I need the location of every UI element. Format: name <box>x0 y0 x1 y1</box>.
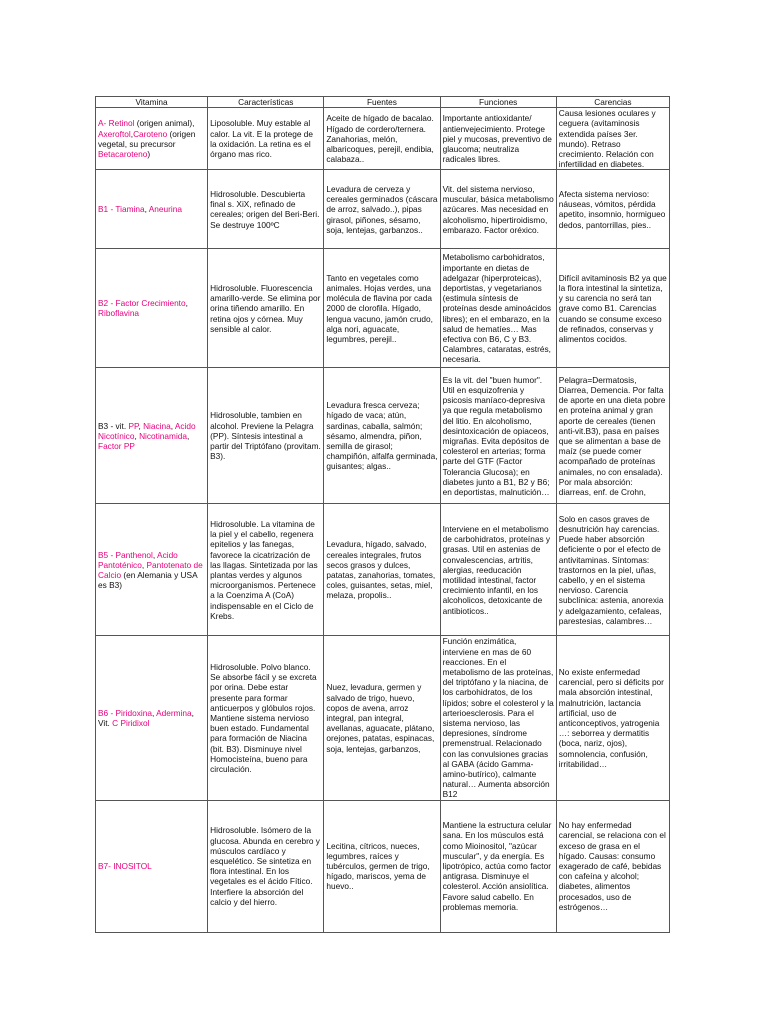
cell-fuentes: Levadura de cerveza y cereales germinados (cáscara de arroz, salvado..), pipas girasol, piñones, sésamo, soja, lentejas, garbanzos.. <box>324 170 440 249</box>
cell-funciones: Función enzimática, interviene en mas de 60 reacciones. En el metabolismo de las proteínas, del triptófano y la niacina, de los carbohidratos, de los lípidos; sobre el colesterol y la arterioesclerosis. Para el sistema nervioso, las depresiones, síndrome premenstrual. Relacionado con las convulsiones gracias al GABA (ácido Gamma-amino-butírico), calmante natural… Aumenta absorción B12 <box>440 636 556 800</box>
cell-funciones: Es la vit. del "buen humor". Util en esquizofrenia y psicosis maníaco-depresiva ya que regula metabolismo del litio. En alcoholismo, desintoxicación de opiaceos, migrañas. Evita depósitos de colesterol en arterias; forma parte del GTF (Factor Tolerancia Glucosa); en diabetes junto a B1, B2 y B6; en deportistas, malnutición… <box>440 368 556 504</box>
cell-vitamina <box>96 249 208 368</box>
vitamin-note: (origen animal), <box>134 118 195 129</box>
cell-fuentes: Levadura fresca cerveza; hígado de vaca; atún, sardinas, caballa, salmón; sésamo, almendra, piñon, semilla de girasol; champiñón, alfalfa germinada, guisantes; algas.. <box>324 368 440 504</box>
cell-funciones: Metabolismo carbohidratos, importante en dietas de adelgazar (hiperproteicas), deportistas, y vegetarianos (estimula síntesis de proteínas desde aminoácidos libres); en el embarazo, en la salud de hematíes… Mas efectiva con B6, C y B3. Calambres, cataratas, estrés, necesaria. <box>440 249 556 368</box>
vitamin-note: , <box>187 430 190 441</box>
vitamin-note: , <box>185 298 188 309</box>
vitamin-note: , <box>130 128 134 139</box>
vitamin-note: (origen vegetal, su precursor <box>98 128 196 149</box>
vitamin-note: , <box>138 420 144 431</box>
cell-caracteristicas: Hidrosoluble. Descubierta final s. XiX, refinado de cereales; origen del Beri-Beri. Se destruye 100ºC <box>208 170 324 249</box>
cell-carencias: Afecta sistema nervioso: náuseas, vómitos, pérdida apetito, insomnio, hormigueo dedos, pantorrillas, pies.. <box>556 170 669 249</box>
cell-carencias: Causa lesiones oculares y ceguera (avitaminosis extendida países 3er. mundo). Retraso crecimiento. Relación con infertilidad en diabetes. <box>556 108 669 170</box>
cell-caracteristicas: Liposoluble. Muy estable al calor. La vit. E la protege de la oxidación. La retina es el órgano mas rico. <box>208 108 324 170</box>
vitamin-note: , <box>134 430 140 441</box>
vitamin-name: PP <box>128 420 139 431</box>
vitamin-name: Acido Pantoténico <box>98 549 178 570</box>
cell-caracteristicas: Hidrosoluble, tambien en alcohol. Previene la Pelagra (PP). Síntesis intestinal a partir del Triptófano (provitam. B3). <box>208 368 324 504</box>
vitamin-name: A- Retinol <box>98 118 135 129</box>
vitamin-name: B2 - Factor Crecimiento <box>98 298 186 309</box>
table-row <box>96 504 670 636</box>
cell-funciones: Importante antioxidante/ antienvejecimiento. Protege piel y mucosas, preventivo de glaucoma; neutraliza radicales libres. <box>440 108 556 170</box>
vitamin-name: B1 - Tiamina <box>98 204 145 215</box>
vitamin-note: , <box>152 549 158 560</box>
vitamin-note: , Vit. <box>98 707 194 729</box>
header-caracteristicas: Características <box>208 97 324 108</box>
table-row <box>96 170 670 249</box>
cell-fuentes: Nuez, levadura, germen y salvado de trigo, huevo, copos de avena, arroz integral, pan integral, avellanas, aguacate, plátano, orejones, patatas, espinacas, soja, lentejas, garbanzos, <box>324 636 440 800</box>
cell-caracteristicas: Hidrosoluble. Isómero de la glucosa. Abunda en cerebro y músculos cardíaco y esquelético. Se sintetiza en flora intestinal. En los vegetales es el ácido Fítico. Interfiere la absorción del calcio y del hierro. <box>208 800 324 932</box>
cell-vitamina <box>96 108 208 170</box>
cell-fuentes: Aceite de hígado de bacalao. Hígado de cordero/ternera. Zanahorias, melón, albaricoques, perejil, endibia, calabaza.. <box>324 108 440 170</box>
cell-carencias: Solo en casos graves de desnutrición hay carencias. Puede haber absorción deficiente o por el efecto de antivitaminas. Síntomas: trastornos en la piel, uñas, cabello, y en el sistema nervioso. Carencia subclínica: astenia, anorexia y adelgazamiento, cefaleas, parestesias, calambres… <box>556 504 669 636</box>
cell-funciones: Vit. del sistema nervioso, muscular, básica metabolismo azúcares. Mas necesidad en alcoholismo, hipertiroidismo, embarazo. Factor oréxico. <box>440 170 556 249</box>
vitamin-name: Riboflavina <box>98 308 140 319</box>
vitamin-name: Axeroftol <box>98 128 131 139</box>
cell-vitamina <box>96 170 208 249</box>
vitamin-table <box>95 96 670 933</box>
header-carencias: Carencias <box>556 97 669 108</box>
vitamin-name: Caroteno <box>133 128 168 139</box>
cell-carencias: No existe enfermedad carencial, pero si déficits por mala absorción intestinal, malnutrición, lactancia artificial, uso de anticonceptivos, yatrogenia …: seborrea y dermatitis (boca, nariz, ojos), somnolencia, confusión, irritabilidad… <box>556 636 669 800</box>
header-funciones: Funciones <box>440 97 556 108</box>
vitamin-name: Aneurina <box>148 204 182 215</box>
header-row <box>96 97 670 108</box>
vitamin-name: B7- INOSITOL <box>98 861 152 872</box>
cell-carencias: No hay enfermedad carencial, se relaciona con el exceso de grasa en el hígado. Causas: consumo exagerado de café, bebidas con cafeína y alcohol; diabetes, alimentos procesados, uso de estrógenos… <box>556 800 669 932</box>
vitamin-note: ) <box>147 149 151 160</box>
cell-fuentes: Lecitina, cítricos, nueces, legumbres, raíces y tubérculos, germen de trigo, hígado, mariscos, yema de huevo.. <box>324 800 440 932</box>
cell-vitamina <box>96 636 208 800</box>
vitamin-name: Betacaroteno <box>98 149 148 160</box>
vitamin-name: Niacina <box>143 420 171 431</box>
vitamin-name: B6 - Piridoxina <box>98 707 152 718</box>
cell-fuentes: Levadura, hígado, salvado, cereales integrales, frutos secos grasos y dulces, patatas, zanahorias, tomates, coles, guisantes, setas, miel, melaza, propolis.. <box>324 504 440 636</box>
vitamin-note: , <box>170 420 175 431</box>
cell-vitamina <box>96 504 208 636</box>
vitamin-note: (en Alemania y USA es B3) <box>98 569 198 591</box>
vitamin-name: C Piridixol <box>112 718 150 729</box>
header-vitamina: Vitamina <box>96 97 208 108</box>
cell-vitamina <box>96 800 208 932</box>
vitamin-note: , <box>151 707 157 718</box>
vitamin-name: Pantotenato de Calcio <box>98 559 203 580</box>
cell-funciones: Interviene en el metabolismo de carbohidratos, proteínas y grasas. Util en astenias de convalescencias, artritis, alergias, reeducación motilidad intestinal, factor crecimiento infantil, en los alcoholicos, detoxicante de antibioticos.. <box>440 504 556 636</box>
cell-fuentes: Tanto en vegetales como animales. Hojas verdes, una molécula de flavina por cada 2000 de clorofila. Hígado, lengua vacuno, jamón crudo, alga nori, aguacate, legumbres, perejil.. <box>324 249 440 368</box>
header-fuentes: Fuentes <box>324 97 440 108</box>
cell-funciones: Mantiene la estructura celular sana. En los músculos está como Mioinositol, "azúcar muscular", y da energía. Es lipotrópico, actúa como factor antigrasa. Disminuye el colesterol. Acción ansiolítica. Favore salud cabello. En problemas memoria. <box>440 800 556 932</box>
cell-carencias: Difícil avitaminosis B2 ya que la flora intestinal la sintetiza, y su carencia no será tan grave como B1. Carencias cuando se consume exceso de refinados, conservas y alimentos cocidos. <box>556 249 669 368</box>
cell-caracteristicas: Hidrosoluble. Fluorescencia amarillo-verde. Se elimina por orina tiñendo amarillo. En retina ojos y córnea. Muy sensible al calor. <box>208 249 324 368</box>
cell-caracteristicas: Hidrosoluble. Polvo blanco. Se absorbe fácil y se excreta por orina. Debe estar presente para formar anticuerpos y glóbulos rojos. Mantiene sistema nervioso buen estado. Fundamental para formación de Niacina (bit. B3). Disminuye nivel Homocisteína, bueno para circulación. <box>208 636 324 800</box>
vitamin-name: B5 - Panthenol <box>98 549 153 560</box>
vitamin-note: , <box>144 204 149 215</box>
cell-vitamina <box>96 368 208 504</box>
vitamin-name: Adermina <box>156 707 192 718</box>
vitamin-note: , <box>141 559 147 570</box>
table-row <box>96 249 670 368</box>
table-row <box>96 636 670 800</box>
cell-caracteristicas: Hidrosoluble. La vitamina de la piel y el cabello, regenera epitelios y las fanegas, favorece la cicatrización de las llagas. Sintetizada por las plantas verdes y algunos microorganismos. Pertenece a la Coenzima A (CoA) indispensable en el Ciclo de Krebs. <box>208 504 324 636</box>
cell-carencias: Pelagra=Dermatosis, Diarrea, Demencia. Por falta de aporte en una dieta pobre en proteína animal y gran aporte de cereales (tienen anti-vit.B3), pasa en países que se alimentan a base de maíz (se puede comer acompañado de proteínas animales, no con ensalada). Por mala absorción: diarreas, enf. de Crohn, <box>556 368 669 504</box>
vitamin-name: Factor PP <box>98 441 135 452</box>
vitamin-note: B3 - vit. <box>98 420 129 431</box>
table-row <box>96 800 670 932</box>
table-row <box>96 368 670 504</box>
table-row <box>96 108 670 170</box>
vitamin-name: Nicotinamida <box>139 430 188 441</box>
vitamin-name: Acido Nicotínico <box>98 420 196 441</box>
